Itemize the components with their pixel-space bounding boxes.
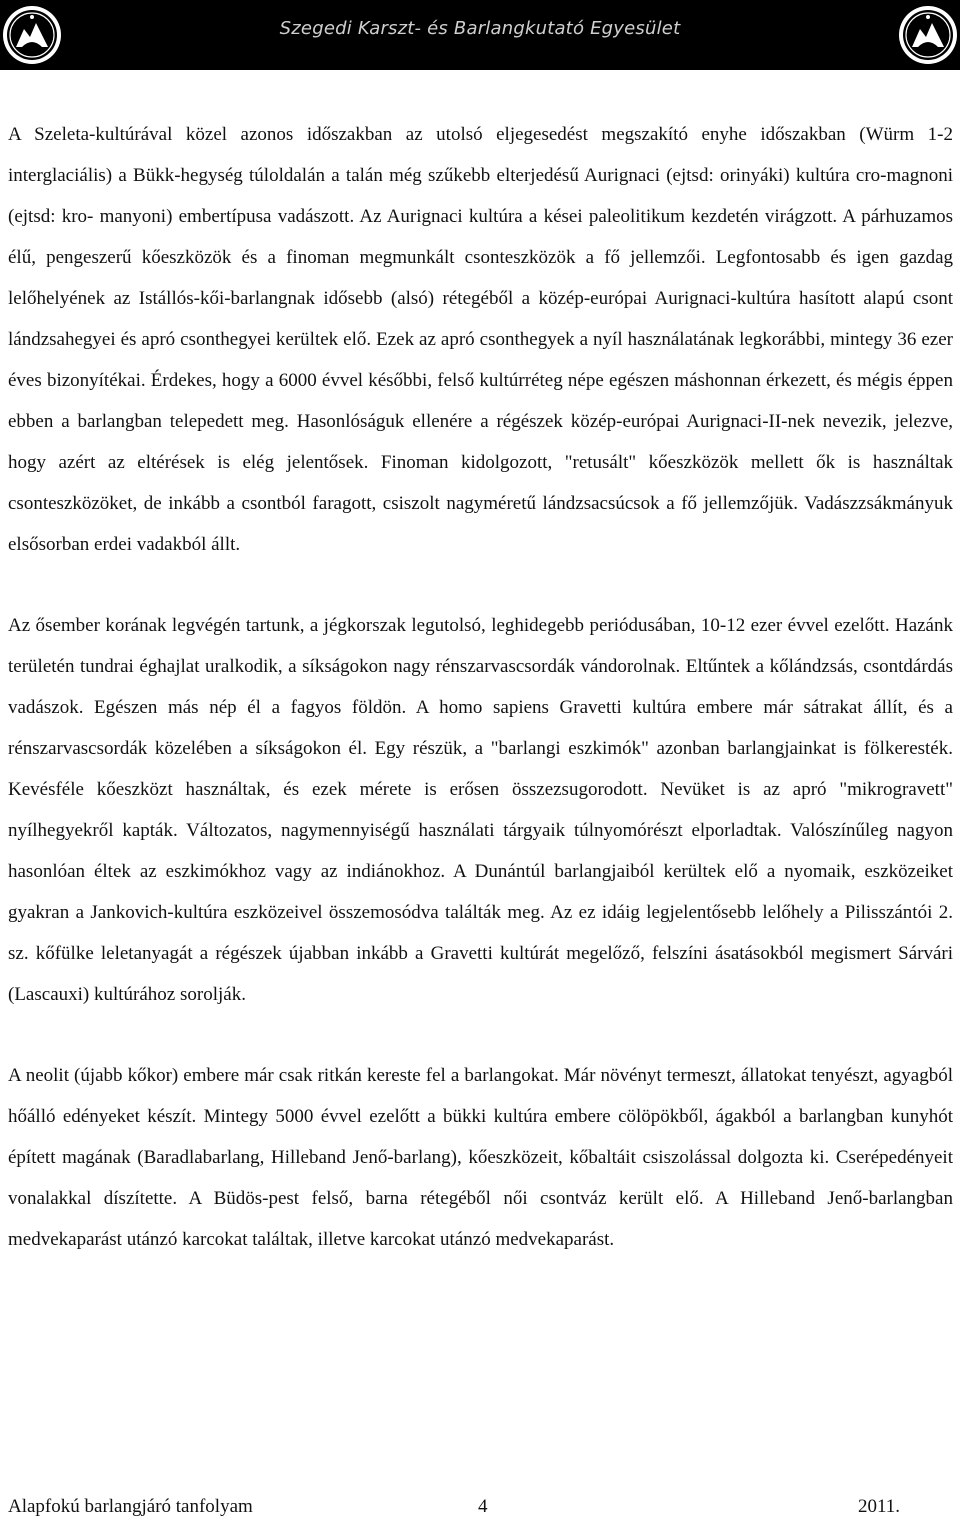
paragraph-neolit: A neolit (újabb kőkor) embere már csak ritkán kereste fel a barlangokat. Már növényt termeszt, állatokat tenyészt, agyagból hőálló edényeket készít. Mintegy 5000 évvel ezelőtt a bükki kultúra embere cölöpökből, ágakból a barlangban kunyhót épített magának (Baradlabarlang, Hilleband Jenő-barlang), kőeszközeit, kőbaltáit csiszolással dolgozta ki. Cserépedényeit vonalakkal díszítette. A Büdös-pest felső, barna rétegéből női csontváz került elő. A Hilleband Jenő-barlangban medvekaparást utánzó karcokat találtak, illetve karcokat utánzó medvekaparást. [8,1065,953,1250]
footer-course-title: Alapfokú barlangjáró tanfolyam [8,1496,253,1517]
page-footer [8,1494,952,1519]
paragraph-aurignaci: A Szeleta-kultúrával közel azonos időszakban az utolsó eljegesedést megszakító enyhe időszakban (Würm 1-2 interglaciális) a Bükk-hegység túloldalán a talán még szűkebb elterjedésű Aurignaci (ejtsd: orinyáki) kultúra cro-magnoni (ejtsd: kro- manyoni) embertípusa vadászott. Az Aurignaci kultúra a kései paleolitikum kezdetén virágzott. A párhuzamos élű, pengeszerű kőeszközök és a finoman megmunkált csonteszközök a fő jellemzői. Legfontosabb és igen gazdag lelőhelyének az Istállós-kői-barlangnak idősebb (alsó) rétegéből a közép-európai Aurignaci-kultúra hasított alapú csont lándzsahegyei és apró csonthegyei kerültek elő. Ezek az apró csonthegyek a nyíl használatának legkorábbi, mintegy 36 ezer éves bizonyítékai. Érdekes, hogy a 6000 évvel későbbi, felső kultúrréteg népe egészen máshonnan érkezett, és mégis éppen ebben a barlangban telepedett meg. Hasonlóságuk ellenére a régészek közép-európai Aurignaci-II-nek nevezik, jelezve, hogy azért az eltérések is elég jelentősek. Finoman kidolgozott, "retusált" kőeszközök mellett ők is használtak csonteszközöket, de inkább a csontból faragott, csiszolt nagyméretű lándzsacsúcsok a fő jellemzőjük. Vadászzsákmányuk elsősorban erdei vadakból állt. [8,124,953,555]
club-emblem-icon [896,3,960,67]
footer-year: 2011. [857,1496,900,1517]
header-title: Szegedi Karszt- és Barlangkutató Egyesület [279,18,681,39]
paragraph-gravetti: Az ősember korának legvégén tartunk, a jégkorszak legutolsó, leghidegebb periódusában, 10-12 ezer évvel ezelőtt. Hazánk területén tundrai éghajlat uralkodik, a síkságokon nagy rénszarvascsordák vándorolnak. Eltűntek a kőlándzsás, csontdárdás vadászok. Egészen más nép él a fagyos földön. A homo sapiens Gravetti kultúra embere már sátrakat állít, és a rénszarvascsordák közelében a síkságokon él. Egy részük, a "barlangi eszkimók" azonban barlangjainkat is fölkeresték. Kevésféle kőeszközt használtak, és ezek mérete is erősen összezsugorodott. Nevüket is az apró "mikrogravett" nyílhegyekről kapták. Változatos, nagymennyiségű használati tárgyaik túlnyomórészt elporladtak. Valószínűleg nagyon hasonlóan éltek az eszkimókhoz vagy az indiánokhoz. A Dunántúl barlangjaiból kerültek elő a nyomaik, eszközeiket gyakran a Jankovich-kultúra eszközeivel összemosódva találták meg. Az ez idáig legjelentősebb lelőhely a Pilisszántói 2. sz. kőfülke leletanyagát a régészek újabban inkább a Gravetti kultúrát megelőző, felszíni ásatásokból megismert Sárvári (Lascauxi) kultúrához sorolják. [8,615,953,1005]
page-header [0,0,960,70]
footer-page-number: 4 [478,1496,488,1517]
document-body [8,114,953,1300]
